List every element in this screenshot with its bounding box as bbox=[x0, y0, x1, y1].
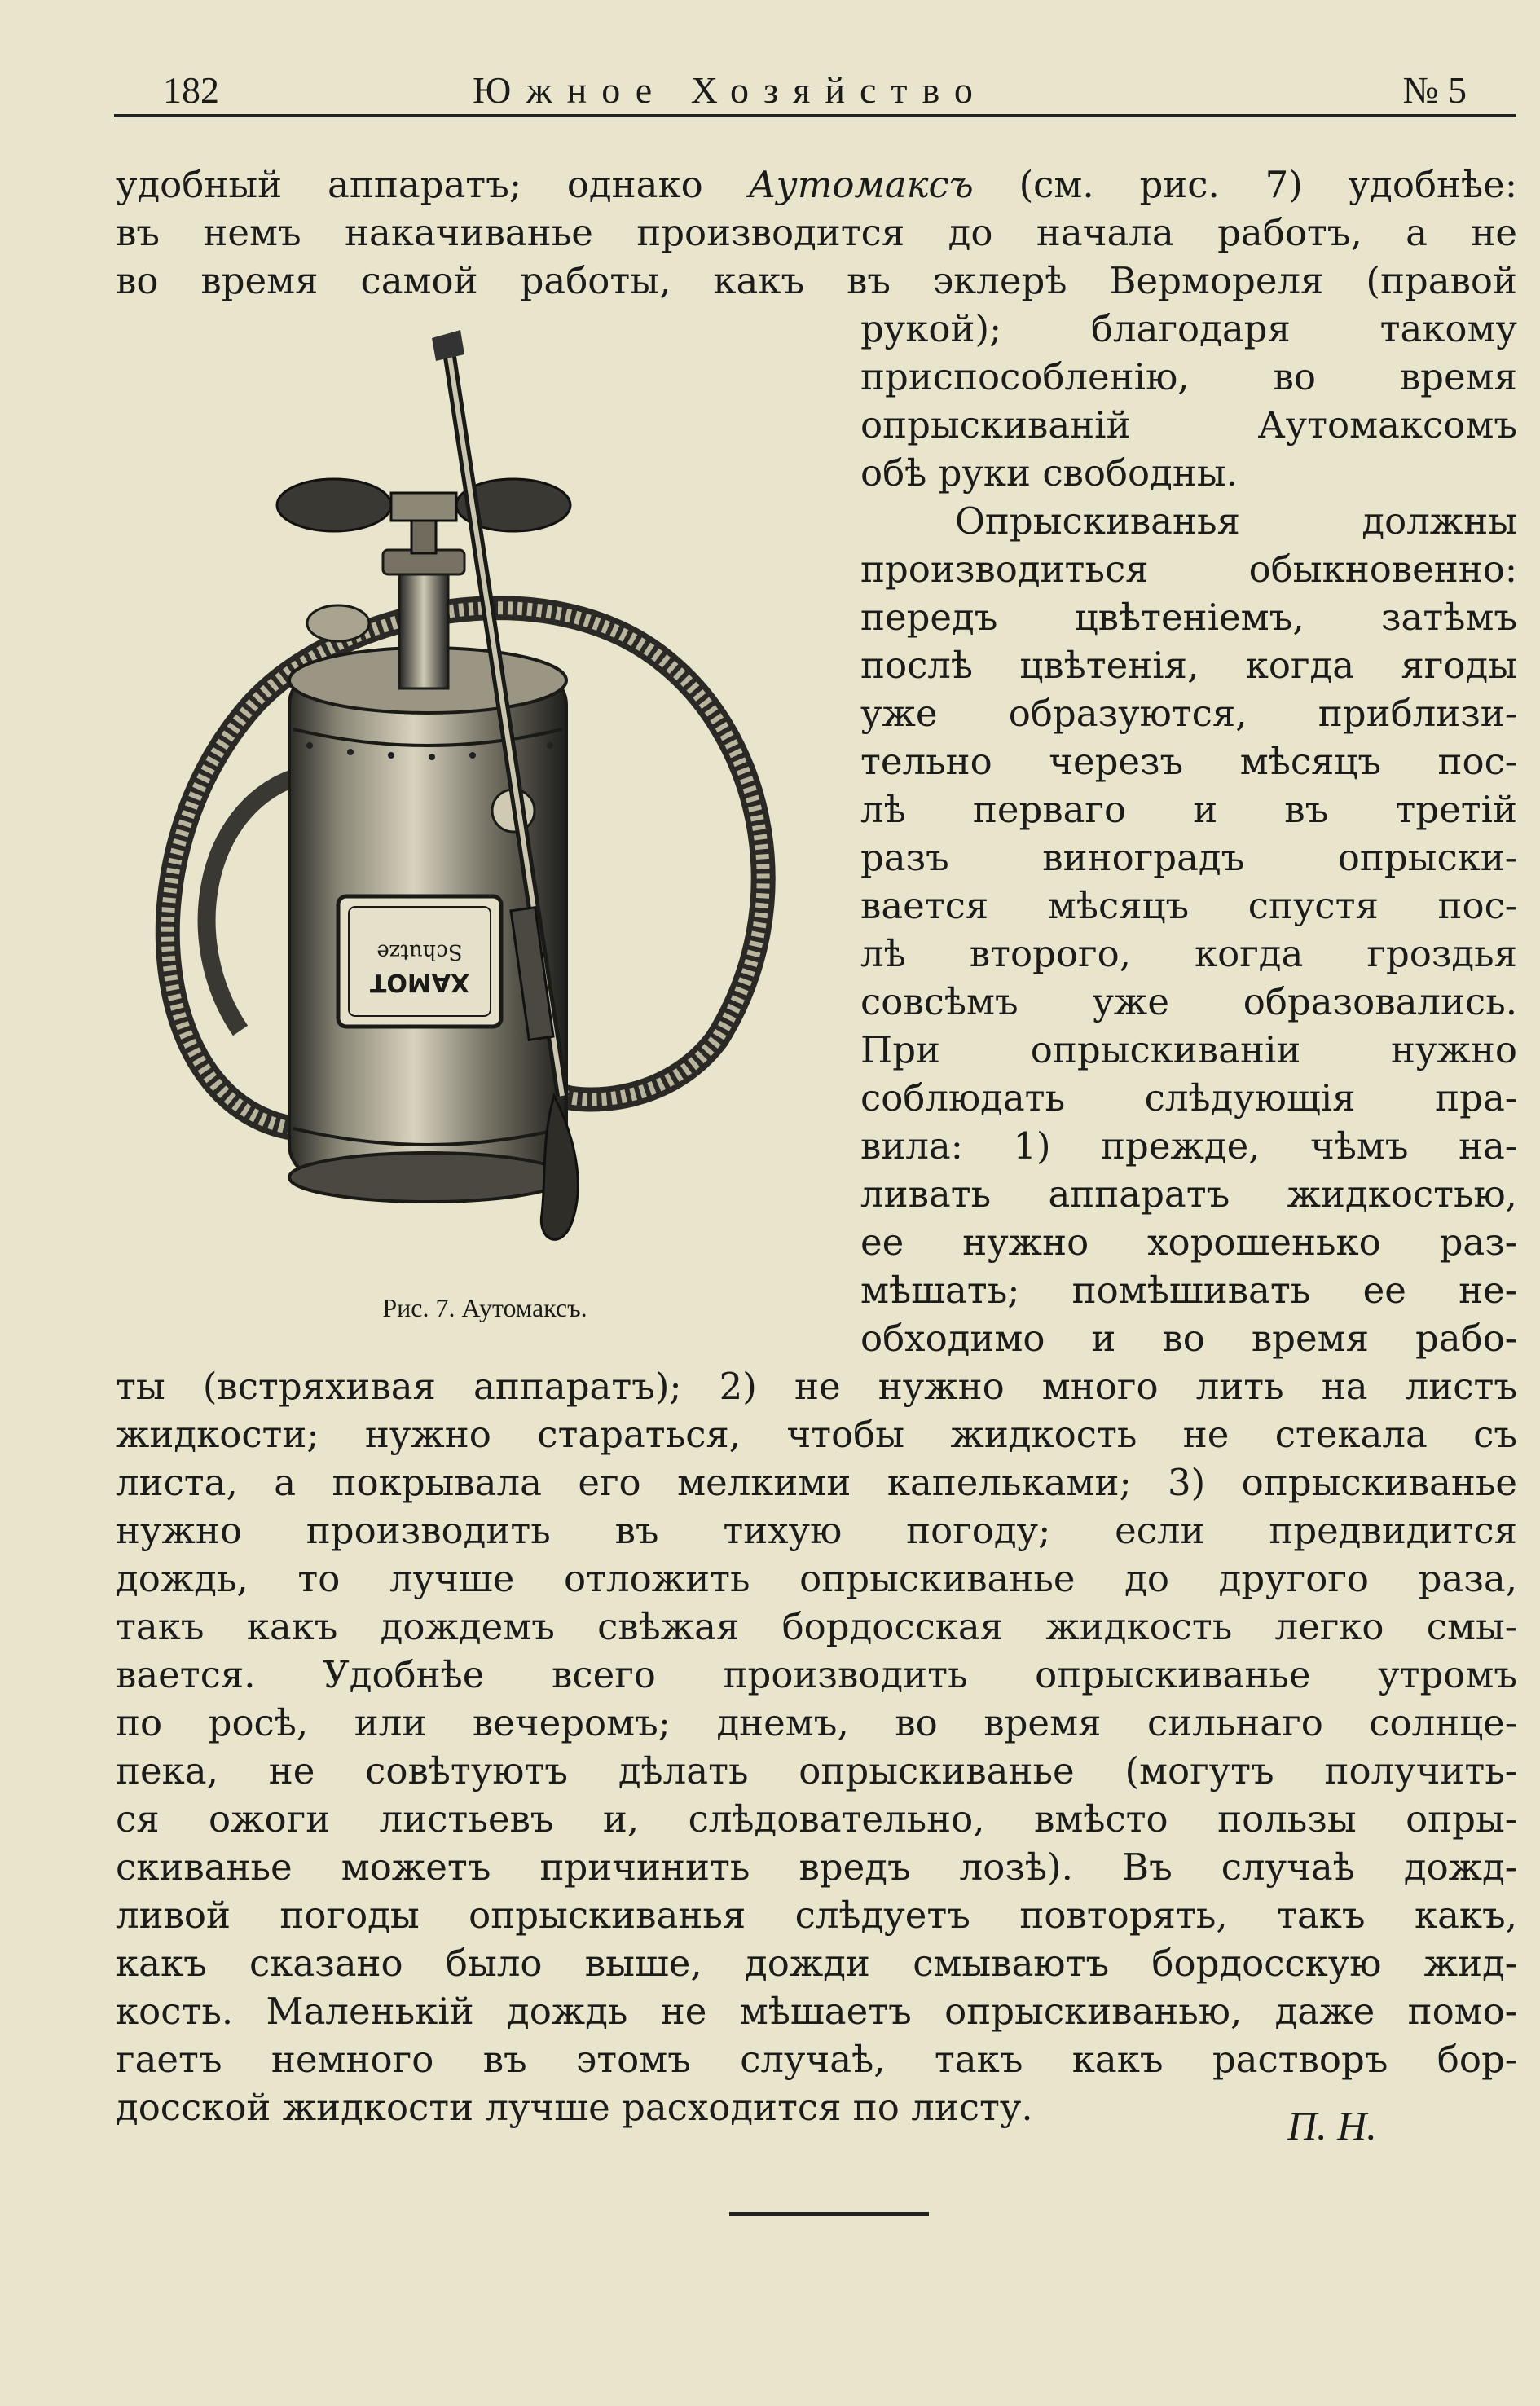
text-line: ты (встряхивая аппаратъ); 2) не нужно много лить на листъ bbox=[116, 1365, 1517, 1408]
text-line: приспособленію, во время bbox=[860, 355, 1517, 398]
text-line: вается. Удобнѣе всего производить опрыскиванье утромъ bbox=[116, 1653, 1517, 1696]
text-line: При опрыскиваніи нужно bbox=[860, 1028, 1517, 1071]
handle-left-grip bbox=[277, 479, 391, 531]
text-line: въ немъ накачиванье производится до начала работъ, а не bbox=[116, 211, 1517, 254]
text-line: Опрыскиванья должны bbox=[955, 499, 1517, 543]
text-line: передъ цвѣтеніемъ, затѣмъ bbox=[860, 596, 1517, 639]
text-line: разъ виноградъ опрыски- bbox=[860, 836, 1517, 879]
running-header bbox=[114, 57, 1475, 122]
handle-stem bbox=[411, 521, 436, 553]
text-line: рукой); благодаря такому bbox=[860, 307, 1517, 350]
text-line: нужно производить въ тихую погоду; если предвидится bbox=[116, 1509, 1517, 1552]
text-line: скиванье можетъ причинить вредъ лозѣ). Въ случаѣ дожд- bbox=[116, 1845, 1517, 1889]
text-line: опрыскиваній Аутомаксомъ bbox=[860, 403, 1517, 446]
text-line: такъ какъ дождемъ свѣжая бордосская жидкость легко смы- bbox=[116, 1605, 1517, 1648]
text-line: ся ожоги листьевъ и, слѣдовательно, вмѣсто пользы опры- bbox=[116, 1797, 1517, 1841]
text-line: соблюдать слѣдующія пра- bbox=[860, 1076, 1517, 1119]
text-line: мѣшать; помѣшивать ее не- bbox=[860, 1269, 1517, 1312]
text-segment: удобный аппаратъ; однако bbox=[116, 163, 703, 206]
text-line: листа, а покрывала его мелкими капельками; 3) опрыскиванье bbox=[116, 1461, 1517, 1504]
label-text: XAMOT bbox=[369, 968, 470, 996]
text-line: по росѣ, или вечеромъ; днемъ, во время сильнаго солнце- bbox=[116, 1701, 1517, 1744]
italic-term: Аутомаксъ bbox=[748, 163, 974, 206]
sprayer-illustration bbox=[130, 322, 831, 1283]
header-rule bbox=[114, 114, 1516, 117]
text-line: тельно черезъ мѣсяцъ пос- bbox=[860, 740, 1517, 783]
text-line: вается мѣсяцъ спустя пос- bbox=[860, 884, 1517, 927]
text-line: уже образуются, приблизи- bbox=[860, 692, 1517, 735]
text-line: ливать аппаратъ жидкостью, bbox=[860, 1172, 1517, 1216]
tank-bottom bbox=[289, 1153, 566, 1202]
pump-cylinder bbox=[399, 566, 448, 688]
text-line: производиться обыкновенно: bbox=[860, 548, 1517, 591]
issue-number: № 5 bbox=[1402, 69, 1467, 111]
text-line: обѣ руки свободны. bbox=[860, 451, 1238, 495]
text-line bbox=[116, 161, 1517, 209]
text-segment: (см. рис. 7) удобнѣе: bbox=[1019, 163, 1517, 206]
text-line: вила: 1) прежде, чѣмъ на- bbox=[860, 1124, 1517, 1168]
filler-cap bbox=[307, 605, 369, 641]
text-line: пека, не совѣтуютъ дѣлать опрыскиванье (могутъ получить- bbox=[116, 1749, 1517, 1792]
text-line: жидкости; нужно стараться, чтобы жидкость не стекала съ bbox=[116, 1413, 1517, 1456]
text-line: дождь, то лучше отложить опрыскиванье до другого раза, bbox=[116, 1557, 1517, 1600]
end-rule bbox=[729, 2212, 929, 2216]
text-line: досской жидкости лучше расходится по листу. bbox=[116, 2086, 1033, 2129]
text-line: ливой погоды опрыскиванья слѣдуетъ повторять, такъ какъ, bbox=[116, 1894, 1517, 1937]
journal-title: Южное Хозяйство bbox=[473, 69, 988, 111]
text-line: лѣ перваго и въ третій bbox=[860, 788, 1517, 831]
text-line: совсѣмъ уже образовались. bbox=[860, 980, 1517, 1023]
text-line: лѣ второго, когда гроздья bbox=[860, 932, 1517, 975]
text-line: обходимо и во время рабо- bbox=[860, 1317, 1517, 1360]
text-line: ее нужно хорошенько раз- bbox=[860, 1221, 1517, 1264]
handle-center bbox=[391, 493, 456, 521]
page-number: 182 bbox=[163, 69, 219, 111]
figure-caption: Рис. 7. Аутомаксъ. bbox=[382, 1293, 587, 1322]
text-line: гаетъ немного въ этомъ случаѣ, такъ какъ растворъ бор- bbox=[116, 2038, 1517, 2081]
text-line: послѣ цвѣтенія, когда ягоды bbox=[860, 644, 1517, 687]
text-line: во время самой работы, какъ въ эклерѣ Верморeля (правой bbox=[116, 259, 1517, 302]
text-line: какъ сказано было выше, дожди смываютъ бордосскую жид- bbox=[116, 1942, 1517, 1985]
nozzle bbox=[432, 330, 464, 361]
label-text: Schutze bbox=[376, 939, 463, 964]
text-line: кость. Маленькій дождь не мѣшаетъ опрыскиванью, даже помо- bbox=[116, 1990, 1517, 2033]
figure-automax-sprayer bbox=[130, 322, 831, 1283]
author-signature: П. Н. bbox=[1287, 2103, 1377, 2149]
strap bbox=[207, 778, 293, 1031]
